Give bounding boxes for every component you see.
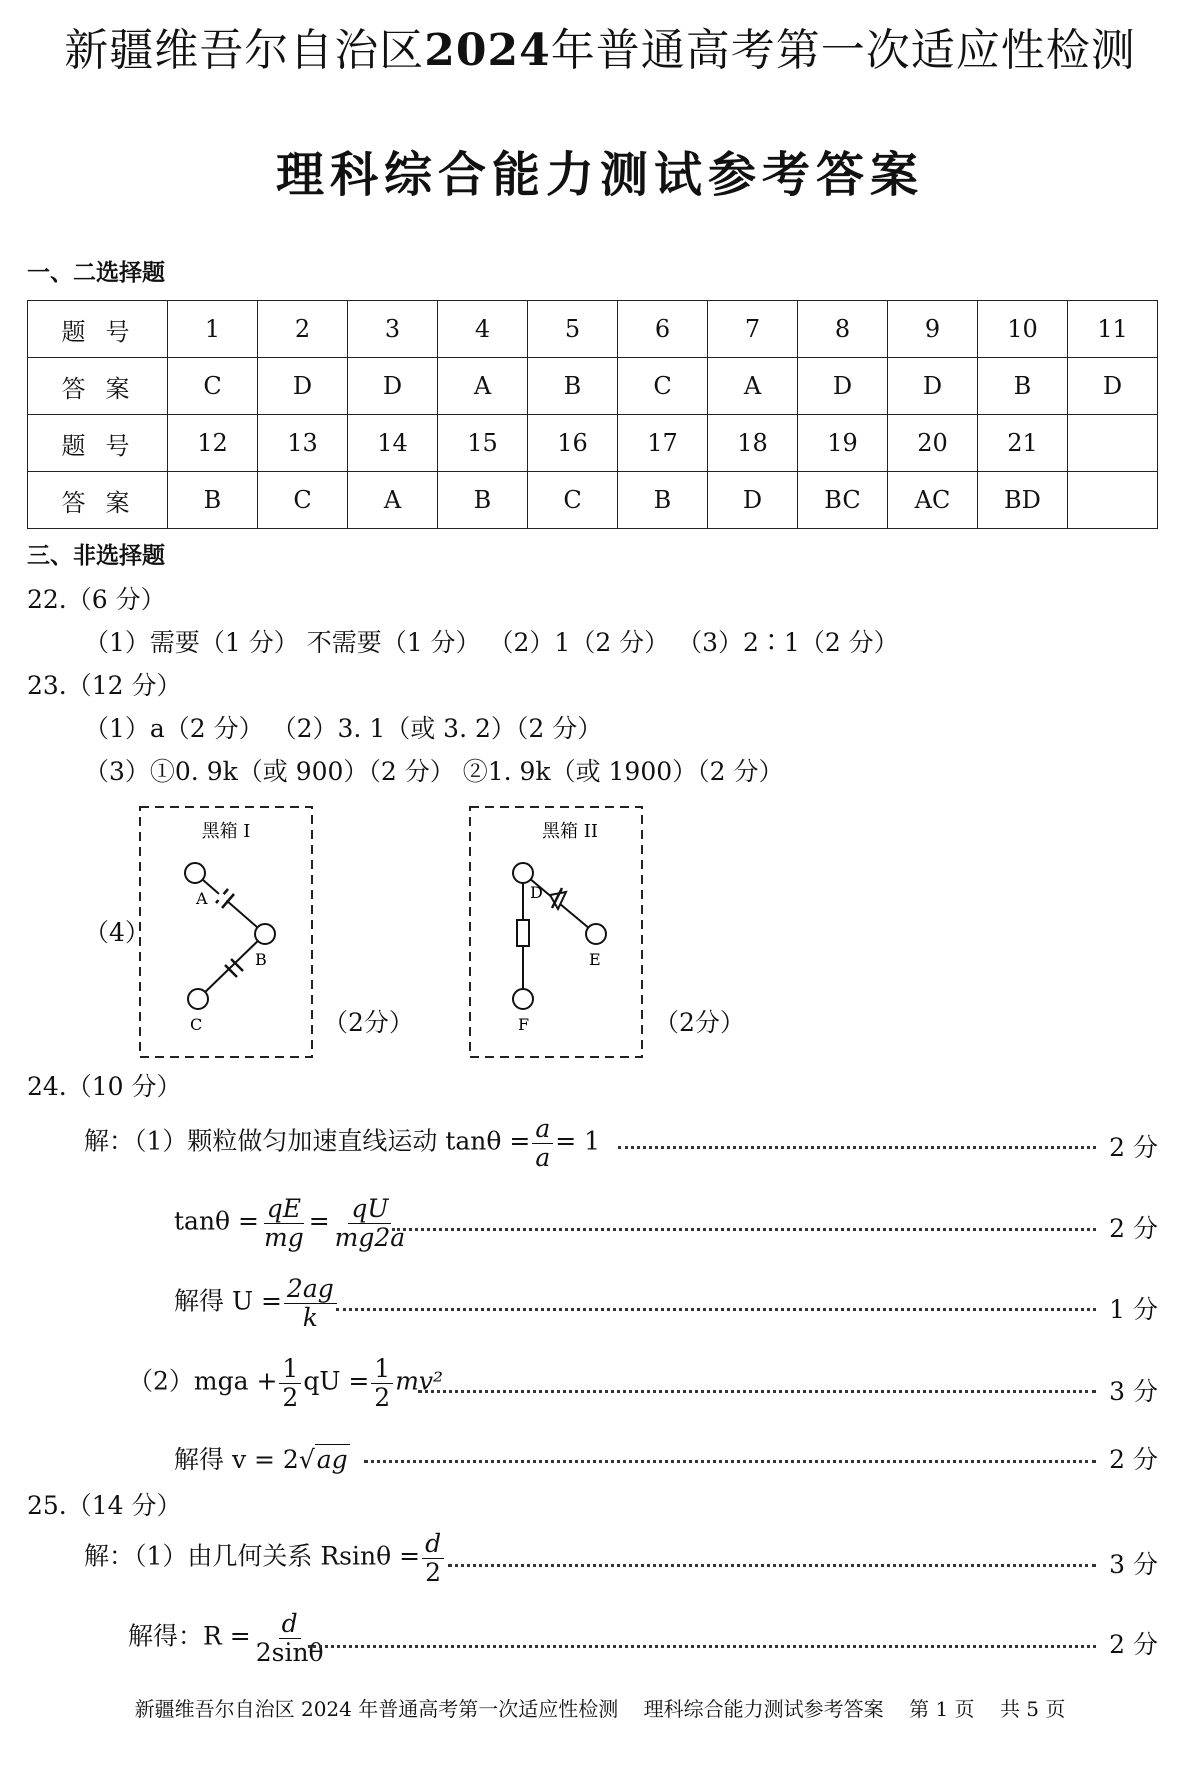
dotted-leader [364, 1460, 1096, 1463]
fraction: $\frac{qE}{mg}$ [264, 1194, 304, 1252]
q23-part4-label: （4） [84, 918, 150, 947]
page-footer: 新疆维吾尔自治区 2024 年普通高考第一次适应性检测 理科综合能力测试参考答案 第 1 页 共 5 页 [134, 1697, 1066, 1721]
table-cell: C [258, 472, 348, 529]
table-cell: 12 [168, 415, 258, 472]
row-header-number: 题号 [28, 415, 168, 472]
table-cell: 1 [168, 301, 258, 358]
section-choice-heading: 一、二选择题 [27, 260, 165, 286]
table-cell: 14 [348, 415, 438, 472]
dotted-leader [418, 1390, 1096, 1393]
fraction: $\frac{qU}{mg2a}$ [334, 1194, 406, 1252]
fraction: $\frac{2ag}{k}$ [284, 1275, 337, 1331]
q24-line1-text: 解：（1）颗粒做匀加速直线运动 tanθ = [84, 1126, 531, 1156]
table-cell: 5 [528, 301, 618, 358]
row-header-answer: 答案 [28, 358, 168, 415]
dotted-leader [448, 1564, 1096, 1567]
fraction: $\frac{d}{2}$ [422, 1530, 444, 1586]
dotted-leader [392, 1228, 1096, 1231]
table-cell: 4 [438, 301, 528, 358]
black-box-2-score: （2分） [654, 1008, 745, 1037]
terminal-e [586, 924, 606, 944]
table-cell: 21 [978, 415, 1068, 472]
table-cell: AC [888, 472, 978, 529]
label-a: A [196, 889, 208, 908]
label-b: B [255, 950, 267, 969]
table-cell: 16 [528, 415, 618, 472]
table-cell [1068, 472, 1158, 529]
table-cell: C [528, 472, 618, 529]
q25-line1-score: 3 分 [1109, 1550, 1158, 1579]
table-cell: 11 [1068, 301, 1158, 358]
table-cell: B [618, 472, 708, 529]
table-cell [1068, 415, 1158, 472]
table-cell: 8 [798, 301, 888, 358]
table-cell: BC [798, 472, 888, 529]
table-cell: A [438, 358, 528, 415]
table-cell: 13 [258, 415, 348, 472]
answer-table [27, 300, 1158, 529]
table-cell: 9 [888, 301, 978, 358]
table-cell: 17 [618, 415, 708, 472]
q24-heading: 24.（10 分） [27, 1072, 182, 1101]
table-cell: 3 [348, 301, 438, 358]
table-cell: 6 [618, 301, 708, 358]
fraction: $\frac{1}{2}$ [279, 1355, 301, 1411]
doc-title-line2: 理科综合能力测试参考答案 [275, 147, 924, 203]
table-cell: 18 [708, 415, 798, 472]
table-cell: 10 [978, 301, 1068, 358]
table-cell: BD [978, 472, 1068, 529]
row-header-answer: 答案 [28, 472, 168, 529]
black-box-1-title: 黑箱 I [201, 821, 251, 842]
q25-line1: 解：（1）由几何关系 Rsinθ = $\frac{d}{2}$ [84, 1530, 446, 1586]
title-suffix: 年普通高考第一次适应性检测 [550, 25, 1136, 76]
table-cell: D [258, 358, 348, 415]
q24-line5: 解得 v = 2√ag [174, 1445, 348, 1474]
q25-line2-score: 2 分 [1109, 1630, 1158, 1659]
terminal-b [255, 924, 275, 944]
q25-heading: 25.（14 分） [27, 1491, 182, 1520]
doc-title-line1 [0, 14, 1200, 78]
q24-line5-score: 2 分 [1109, 1445, 1158, 1474]
table-cell: D [888, 358, 978, 415]
table-cell: 15 [438, 415, 528, 472]
table-cell: B [528, 358, 618, 415]
black-box-1-score: （2分） [323, 1008, 414, 1037]
q22-heading: 22.（6 分） [27, 585, 166, 614]
row-header-number: 题号 [28, 301, 168, 358]
terminal-c [188, 989, 208, 1009]
table-cell: D [708, 472, 798, 529]
dotted-leader [618, 1146, 1096, 1149]
table-cell: A [708, 358, 798, 415]
black-box-1-diagram [138, 805, 318, 1061]
table-cell: D [1068, 358, 1158, 415]
label-e: E [589, 950, 601, 969]
section-nonchoice-heading: 三、非选择题 [27, 543, 165, 569]
q24-line4: （2）mga + $\frac{1}{2}$ qU = $\frac{1}{2}$ mv² [128, 1354, 444, 1412]
q23-answer-line1: （1）a（2 分） （2）3. 1（或 3. 2）（2 分） [84, 714, 603, 743]
table-cell: 7 [708, 301, 798, 358]
table-cell: A [348, 472, 438, 529]
q24-line3-score: 1 分 [1109, 1295, 1158, 1324]
terminal-f [513, 989, 533, 1009]
table-cell: 20 [888, 415, 978, 472]
table-row [28, 415, 1158, 472]
table-row [28, 301, 1158, 358]
q24-line1-score: 2 分 [1109, 1133, 1158, 1162]
dotted-leader [336, 1308, 1096, 1311]
label-f: F [518, 1015, 530, 1034]
table-row [28, 358, 1158, 415]
table-cell: B [168, 472, 258, 529]
table-cell: C [618, 358, 708, 415]
table-cell: 19 [798, 415, 888, 472]
q22-answer: （1）需要（1 分） 不需要（1 分） （2）1（2 分） （3）2∶1（2 分） [84, 628, 899, 657]
q23-answer-line2: （3）①0. 9k（或 900）（2 分） ②1. 9k（或 1900）（2 分） [84, 757, 784, 786]
q23-heading: 23.（12 分） [27, 671, 182, 700]
table-cell: D [348, 358, 438, 415]
table-cell: C [168, 358, 258, 415]
terminal-a [185, 863, 205, 883]
q24-line2-score: 2 分 [1109, 1214, 1158, 1243]
q25-line2: 解得：R = $\frac{d}{2\sin\theta}$ [128, 1610, 329, 1666]
label-d: D [530, 883, 543, 902]
table-row [28, 472, 1158, 529]
table-cell: D [798, 358, 888, 415]
label-c: C [190, 1015, 203, 1034]
q24-line4-score: 3 分 [1109, 1377, 1158, 1406]
q24-line3: 解得 U = $\frac{2ag}{k}$ [174, 1275, 339, 1331]
fraction: $\frac{a}{a}$ [532, 1115, 553, 1171]
table-cell: 2 [258, 301, 348, 358]
title-prefix: 新疆维吾尔自治区 [64, 25, 425, 76]
q24-line1: 解：（1）颗粒做匀加速直线运动 tanθ = $\frac{a}{a}$ = 1 [84, 1114, 601, 1172]
black-box-2-diagram [468, 805, 648, 1061]
fraction: $\frac{d}{2\sin\theta}$ [255, 1609, 324, 1667]
table-cell: B [978, 358, 1068, 415]
table-cell: B [438, 472, 528, 529]
dotted-leader [308, 1645, 1096, 1648]
black-box-2-title: 黑箱 II [542, 821, 598, 842]
fraction: $\frac{1}{2}$ [371, 1355, 393, 1411]
title-year: 2024 [424, 25, 551, 76]
q24-line2: tanθ = $\frac{qE}{mg}$ = $\frac{qU}{mg2a}$ [174, 1195, 410, 1251]
terminal-d [513, 863, 533, 883]
